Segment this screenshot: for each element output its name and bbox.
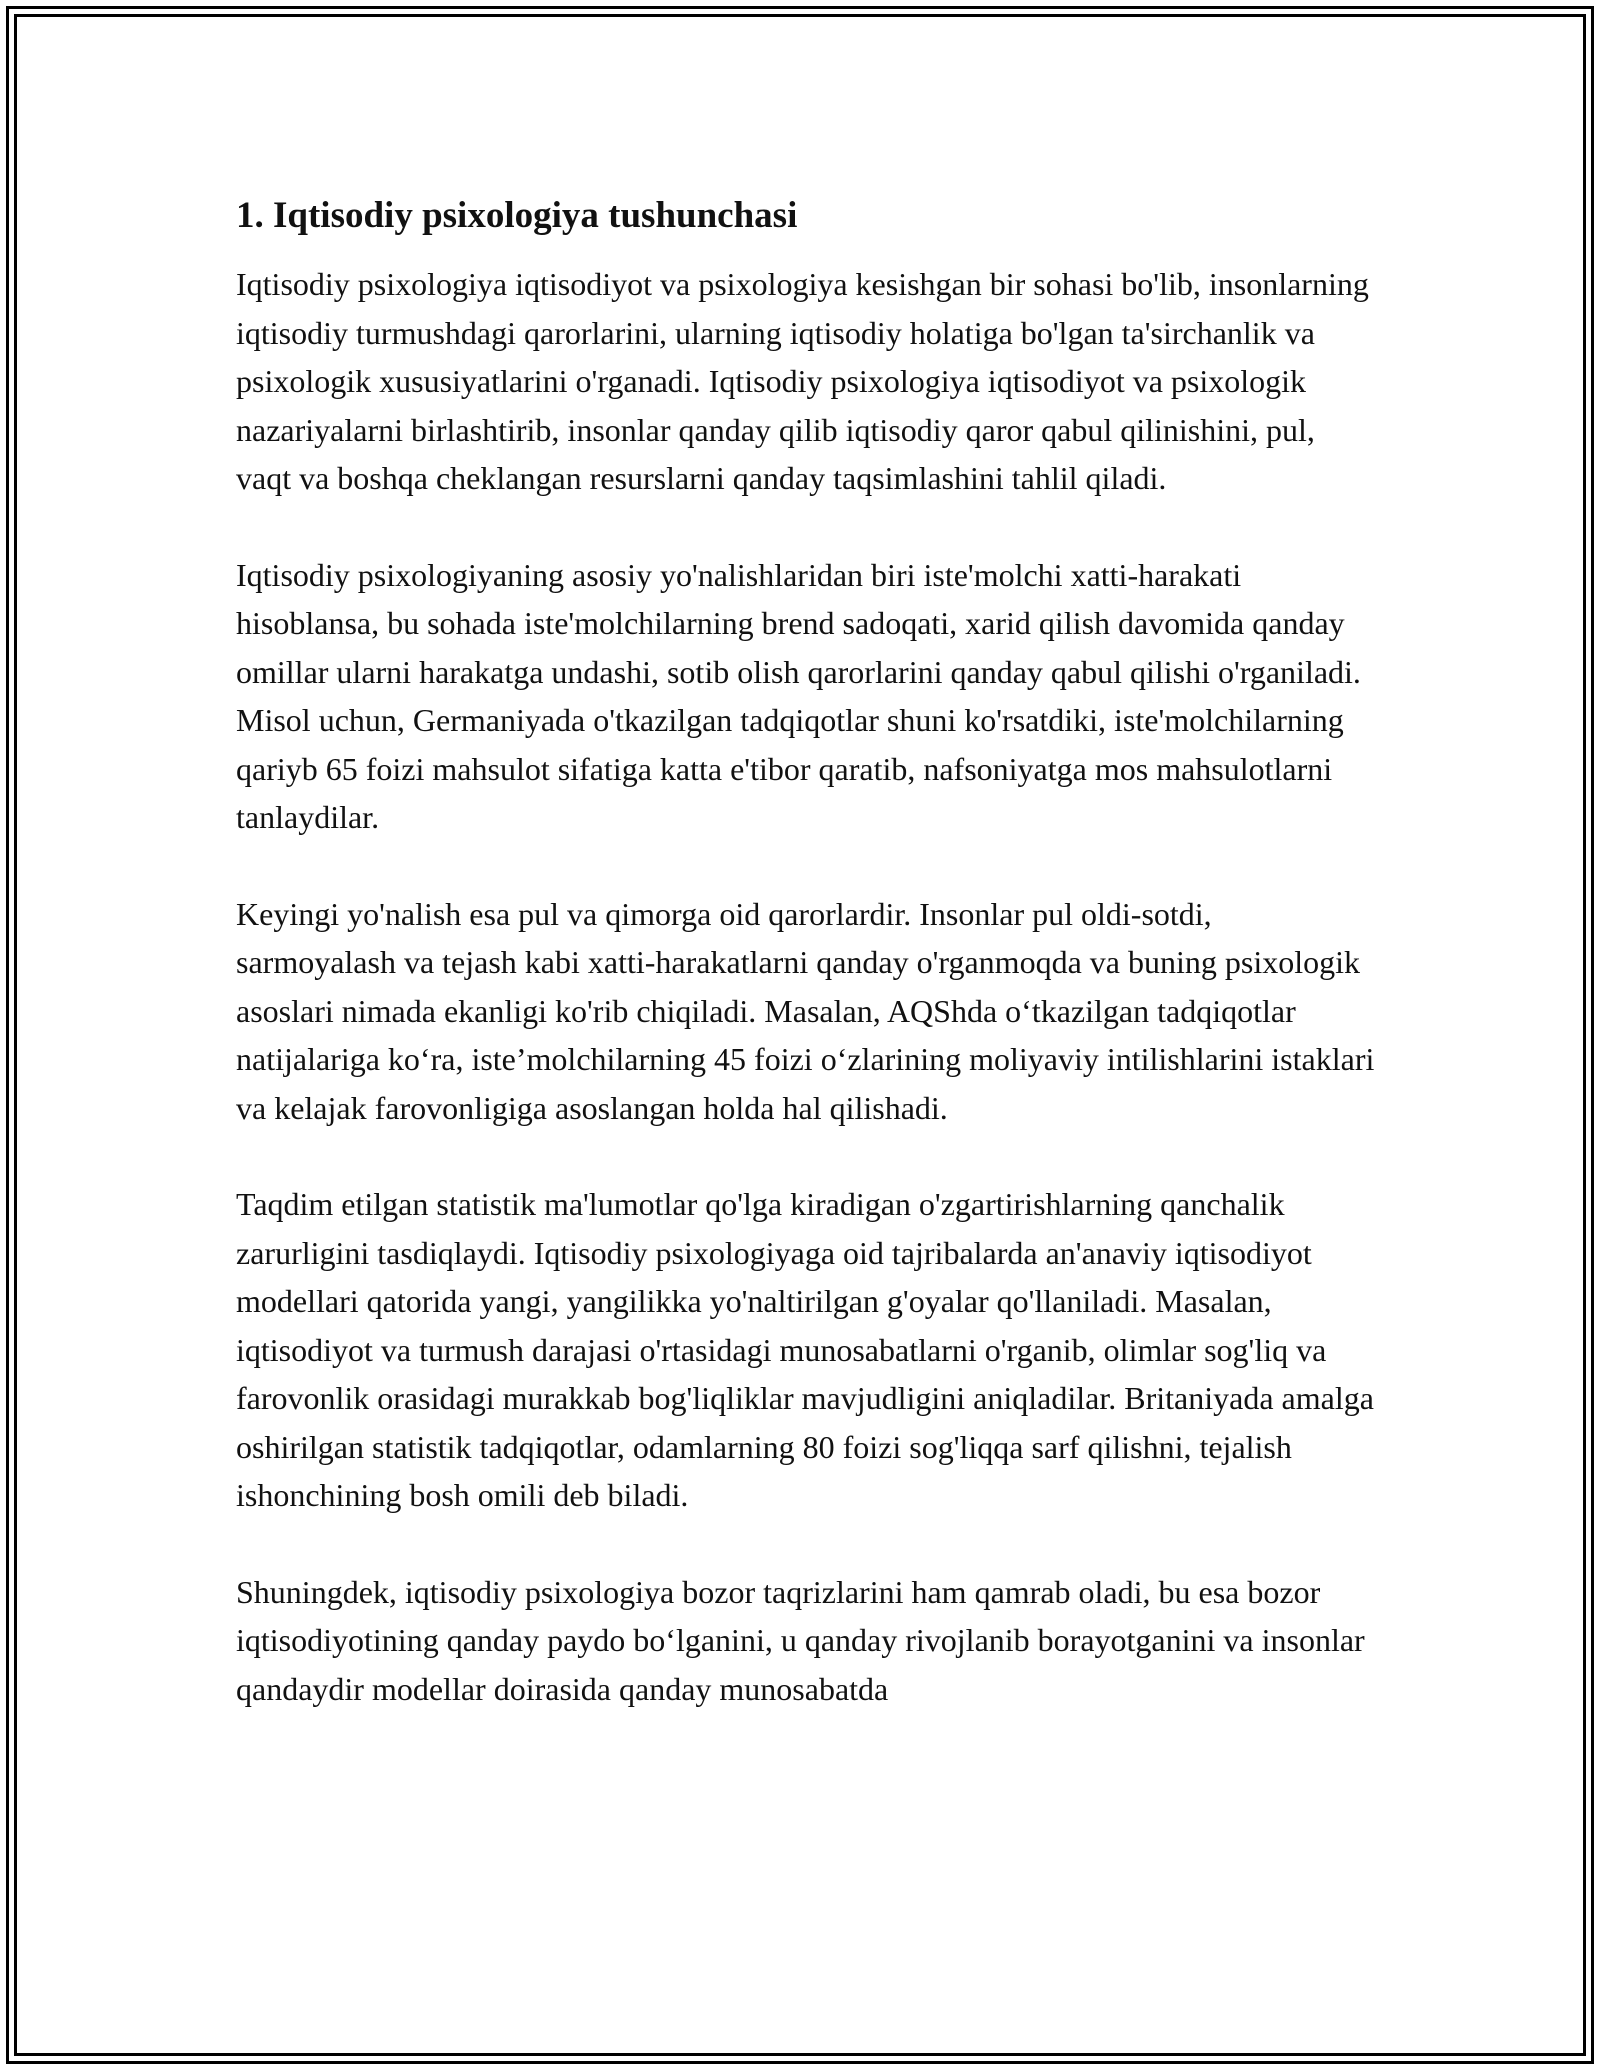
paragraph-3: Keyingi yo'nalish esa pul va qimorga oid qarorlardir. Insonlar pul oldi-sotdi, sarmoyalash va tejash kabi xatti-harakatlarni qanday o'rganmoqda va buning psixologik asoslari nimada ekanligi ko'rib chiqiladi. Masalan, AQShda o‘tkazilgan tadqiqotlar natijalariga ko‘ra, iste’molchilarning 45 foizi o‘zlarining moliyaviy intilishlarini istaklari va kelajak farovonligiga asoslangan holda hal qilishadi.: [236, 895, 1375, 1126]
paragraph-4: Taqdim etilgan statistik ma'lumotlar qo'lga kiradigan o'zgartirishlarning qanchalik zarurligini tasdiqlaydi. Iqtisodiy psixologiyaga oid tajribalarda an'anaviy iqtisodiyot modellari qatorida yangi, yangilikka yo'naltirilgan g'oyalar qo'llaniladi. Masalan, iqtisodiyot va turmush darajasi o'rtasidagi munosabatlarni o'rganib, olimlar sog'liq va farovonlik orasidagi murakkab bog'liqliklar mavjudligini aniqladilar. Britaniyada amalga oshirilgan statistik tadqiqotlar, odamlarning 80 foizi sog'liqqa sarf qilishni, tejalish ishonchining bosh omili deb biladi.: [236, 1186, 1374, 1513]
paragraph-1: Iqtisodiy psixologiya iqtisodiyot va psixologiya kesishgan bir sohasi bo'lib, insonlarning iqtisodiy turmushdagi qarorlarini, ularning iqtisodiy holatiga bo'lgan ta'sirchanlik va psixologik xususiyatlarini o'rganadi. Iqtisodiy psixologiya iqtisodiyot va psixologik nazariyalarni birlashtirib, insonlar qanday qilib iqtisodiy qaror qabul qilinishini, pul, vaqt va boshqa cheklangan resurslarni qanday taqsimlashini tahlil qiladi.: [236, 266, 1369, 496]
paragraph-2: Iqtisodiy psixologiyaning asosiy yo'nalishlaridan biri iste'molchi xatti-harakati hisoblansa, bu sohada iste'molchilarning brend sadoqati, xarid qilish davomida qanday omillar ularni harakatga undashi, sotib olish qarorlarini qanday qabul qilishi o'rganiladi. Misol uchun, Germaniyada o'tkazilgan tadqiqotlar shuni ko'rsatdiki, iste'molchilarning qariyb 65 foizi mahsulot sifatiga katta e'tibor qaratib, nafsoniyatga mos mahsulotlarni tanlaydilar.: [236, 556, 1361, 835]
paragraph-5: Shuningdek, iqtisodiy psixologiya bozor taqrizlarini ham qamrab oladi, bu esa bozor iqtisodiyotining qanday paydo bo‘lganini, u qanday rivojlanib borayotganini va insonlar qandaydir modellar doirasida qanday munosabatda: [236, 1573, 1365, 1707]
section-heading: 1. Iqtisodiy psixologiya tushunchasi: [236, 195, 798, 236]
document-body: [236, 190, 1376, 1713]
